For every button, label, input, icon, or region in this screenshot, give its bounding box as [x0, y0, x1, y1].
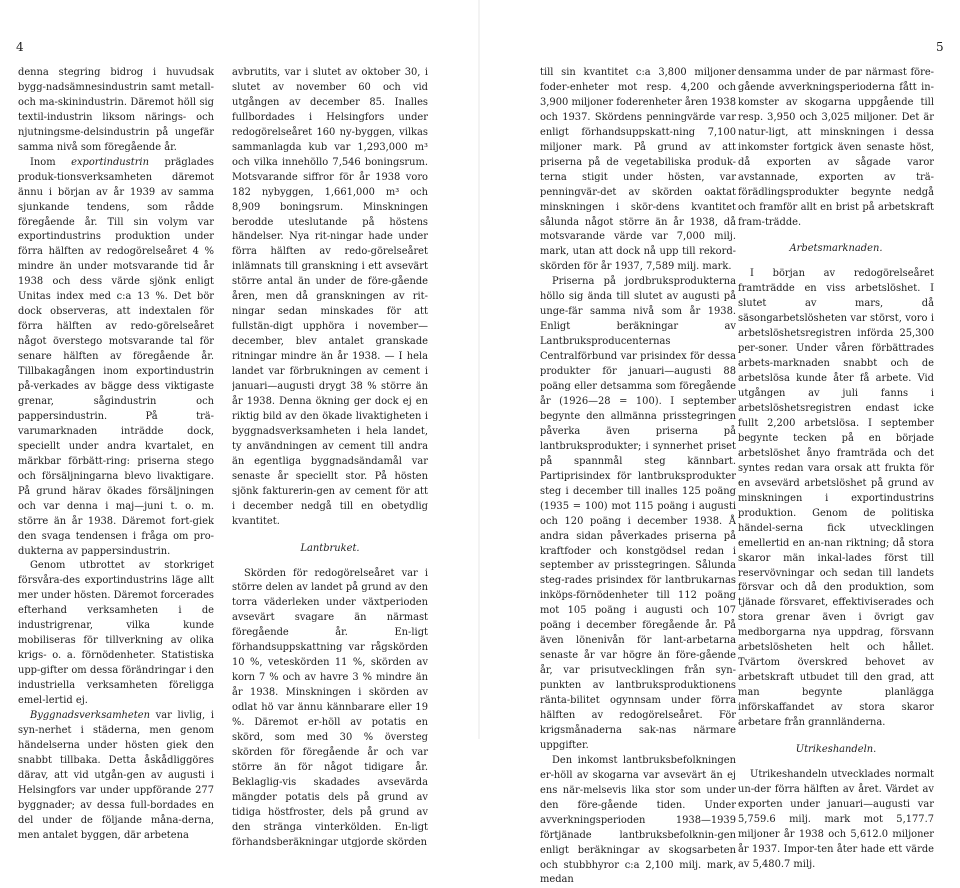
column-1 [18, 66, 214, 844]
paragraph-lead: Inom [30, 156, 72, 168]
paragraph [540, 66, 736, 275]
paragraph [18, 156, 214, 560]
section-heading: Utrikeshandeln. [795, 743, 877, 755]
paragraph [232, 567, 428, 851]
paragraph-text: till sin kvantitet c:a 3,800 miljoner foder-enheter mot resp. 4,200 och 3,900 miljoner foderenheter åren 1938 och 1937. Skördens penningvärde var enligt förhandsuppskatt-ning 7,100 miljoner mark. På grund av att priserna på de vegetabiliska produk-terna stigit under hösten, var penningvär-det av skörden oaktat minskningen i skör-dens kvantitet sålunda något större än år 1938, då motsvarande värde var 7,000 milj. mark, utan att dock nå upp till rekord-skörden för år 1937, 7,589 milj. mark. [540, 67, 736, 273]
italic-term: exportindustrin [71, 156, 149, 168]
page-number-left: 4 [16, 40, 24, 54]
section-heading: Lantbruket. [300, 542, 360, 554]
paragraph-text: präglades produk-tionsverksamheten däremot ännu i början av år 1939 av samma sjunkande tendens, som rådde föregående år. Till sin volym var exportindustrins produktion under förra hälften av redogörelseåret 4 % mindre än under motsvarande tid år 1938 och dess värde sjönk enligt Unitas index med c:a 13 %. Det bör dock observeras, att indextalen för förra hälften av redo-görelseåret något överstego motsvarande tal för senare hälften av föregående år. Tillbakagången inom exportindustrin på-verkades av bägge dess viktigaste grenar, sågindustrin och pappersindustrin. På trä-varumarknaden inträdde dock, speciellt under andra kvartalet, en märkbar förbätt-ring: priserna stego och försäljningarna blevo livaktigare. På grund härav ökades försäljningen och var denna i maj—juni t. o. m. större än år 1938. Däremot fort-giek den svaga tendensen i fråga om pro-dukterna av pappersindustrin. [18, 156, 214, 557]
column-3 [540, 66, 736, 888]
paragraph-text: densamma under de par närmast före-gående avverkningsperioderna fått in-komster av skogarna uppgående till resp. 3,950 och 3,025 miljoner. Det är natur-ligt, att minskningen i dessa inkomster fortgick även senaste höst, då exporten av sågade varor avstannade, exporten av trä-förädlingsprodukter begynte nedgå och framför allt en brist på arbetskraft fram-trädde. [738, 67, 934, 228]
paragraph [540, 275, 736, 754]
paragraph-text: Priserna på jordbruksprodukterna höllo sig ända till slutet av augusti på unge-fär samma nivå som år 1938. Enligt beräkningar av Lantbruksproducenternas Centralförbund var prisindex för dessa produkter för januari—augusti 88 poäng eller detsamma som föregående år (1926—28 = 100). I september begynte den allmänna prisstegringen påverka även priserna på lantbruksprodukter; i synnerhet priset på spannmål steg kännbart. Partiprisindex för lantbruksprodukter steg i december till inalles 125 poäng (1935 = 100) mot 115 poäng i augusti och 120 poäng i december 1938. Å andra sidan påverkades priserna på kraftfoder och konstgödsel redan i september av prisstegringen. Sålunda steg-rades prisindex för lantbrukarnas inköps-förnödenheter till 112 poäng mot 105 poäng i augusti och 107 poäng i december föregående år. På även lönenivån för lant-arbetarna senaste år var högre än före-gående år, var prisutvecklingen från syn-punkten av lantbruksproduktionens ränta-bilitet ogynnsam under förra hälften av redogörelseåret. För krigsmånaderna sak-nas närmare uppgifter. [540, 276, 736, 751]
paragraph-text: Utrikeshandeln utvecklades normalt un-der förra hälften av året. Värdet av exporten under januari—augusti var 5,759.6 milj. mark mot 5,177.7 miljoner år 1938 och 5,612.0 miljoner år 1937. Impor-ten åter hade ett värde av 5,480.7 milj. [738, 768, 934, 870]
paragraph [738, 267, 934, 731]
page-number-right: 5 [936, 40, 944, 54]
italic-term: Byggnadsverksamheten [30, 709, 150, 721]
paragraph [18, 66, 214, 156]
paragraph [18, 559, 214, 709]
paragraph-text: var livlig, i syn-nerhet i städerna, men genom händelserna under hösten giek den snabbt tillbaka. Detta åskådliggöres därav, att vid utgån-gen av augusti i Helsingfors var under uppförande 277 byggnader; av dessa full-bordades en del under de följande måna-derna, men antalet byggen, där arbetena [18, 709, 214, 841]
paragraph-text: I början av redogörelseåret framträdde en viss arbetslöshet. I slutet av mars, då säsongarbetslösheten var störst, voro i arbetslöshetsregistren införda 25,300 per-soner. Under våren förbättrades arbets-marknaden snabbt och de arbetslösa kunde åter få arbete. Vid utgången av juli fanns i arbetslöshetsregistren endast icke fullt 2,200 arbetslösa. I september begynte tecken på en började arbetslöshet ånyo framträda och det syntes redan vara orsak att frukta för en avsevärd arbetslöshet på grund av minskningen i exportindustrins produktion. Genom de politiska händel-serna fick utvecklingen emellertid en an-nan riktning; då stora skaror män inkal-lades först till reservövningar och sedan till landets försvar och då den produktion, som tjänade försvaret, effektiviserades och stora grenar även i övrigt gav medborgarna nya uppdrag, försvann arbetslösheten helt och hållet. Tvärtom överskred behovet av arbetskraft utbudet till den grad, att man begynte planlägga införskaffandet av stora skaror arbetare från grannländerna. [738, 268, 934, 729]
paragraph-text: Den inkomst lantbruksbefolkningen er-höll av skogarna var avsevärt än ej ens när-melsevis lika stor som under den före-gående tiden. Under avverkningsperioden 1938—1939 förtjänade lantbruksbefolknin-gen enligt beräkningar av skogsarbeten och stubbhyror c:a 2,100 milj. mark, medan [540, 754, 736, 886]
paragraph-text: denna stegring bidrog i huvudsak bygg-nadsämnesindustrin samt metall- och ma-skinindustrin. Däremot höll sig textil-industrin liksom närings- och njutningsme-delsindustrin på ungefär samma nivå som föregående år. [18, 67, 214, 153]
paragraph [232, 66, 428, 530]
column-4 [738, 66, 934, 873]
column-2 [232, 66, 428, 851]
paragraph-text: avbrutits, var i slutet av oktober 30, i slutet av november 60 och vid utgången av december 85. Inalles fullbordades i Helsingfors under redogörelseåret 160 ny-byggen, vilkas sammanlagda kub var 1,293,000 m³ och vilka innehöllo 7,546 boningsrum. Motsvarande siffror för år 1938 voro 182 nybyggen, 1,661,000 m³ och 8,909 boningsrum. Minskningen berodde uteslutande på höstens händelser. Nya rit-ningar hade under förra hälften av redo-görelseåret inlämnats till granskning i ett avsevärt större antal än under de före-gående åren, men då granskningen av rit-ningar sedan minskades för att fullstän-digt upphöra i november—december, blev antalet granskade ritningar mindre än år 1938. — I hela landet var förbrukningen av cement i januari—augusti drygt 38 % större än år 1938. Denna ökning ger dock ej en riktig bild av den ökade livaktigheten i byggnadsverksamheten i hela landet, ty användningen av cement till andra än egentliga byggnadsändamål var senaste år speciellt stor. På hösten sjönk fakturerin-gen av cement för att i december nedgå till en obetydlig kvantitet. [232, 67, 428, 527]
paragraph [540, 754, 736, 888]
paragraph [738, 66, 934, 230]
paragraph-text: Skörden för redogörelseåret var i större delen av landet på grund av den torra väderleken under växtperioden avsevärt svagare än närmast föregående år. En-ligt förhandsuppskattning var rågskörden 10 %, veteskörden 11 %, skörden av korn 7 % och av havre 3 % mindre än år 1938. Minskningen i skörden av odlat hö var ännu kännbarare eller 19 %. Däremot er-höll av potatis en skörd, som med 30 % översteg skörden för föregående år och var större än för något tidigare år. Beklaglig-vis skadades avsevärda mängder potatis dels på grund av tidiga höstfroster, dels på grund av den stränga vinterkölden. En-ligt förhandsberäkningar utgjorde skörden [232, 567, 428, 848]
page-gutter [478, 0, 480, 739]
paragraph [738, 768, 934, 873]
paragraph [18, 709, 214, 844]
section-heading: Arbetsmarknaden. [789, 243, 883, 255]
paragraph-text: Genom utbrottet av storkriget försvåra-des exportindustrins läge allt mer under hösten. Däremot forcerades efterhand verksamheten i de industrigrenar, vilka kunde mobiliseras för tillverkning av olika krigs- o. a. förnödenheter. Statistiska upp-gifter om dessa förändringar i den industriella verksamheten föreligga emel-lertid ej. [18, 560, 214, 707]
